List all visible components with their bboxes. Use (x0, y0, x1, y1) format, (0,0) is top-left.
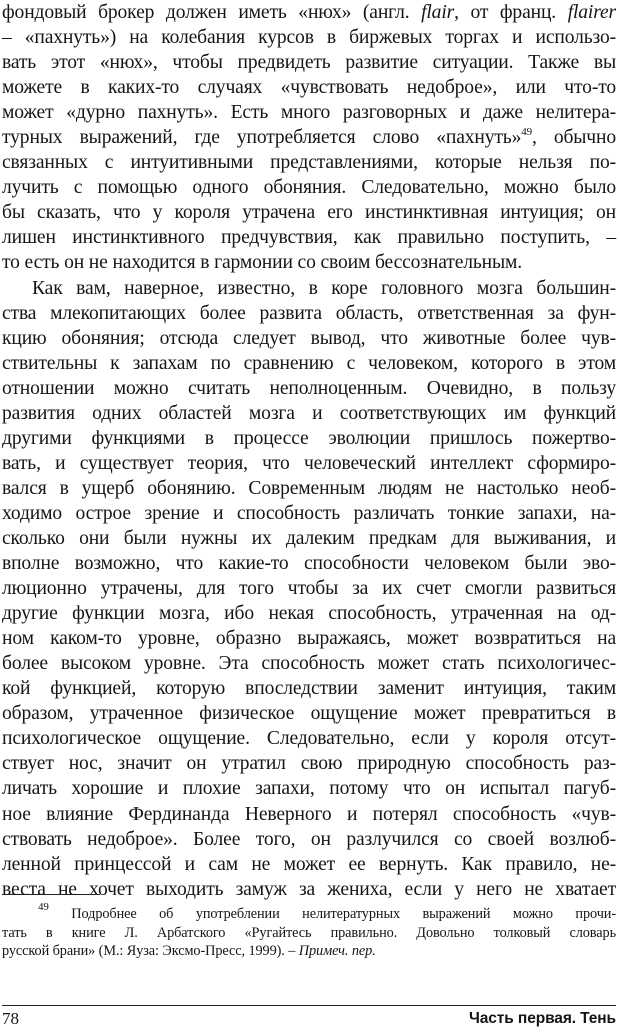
text-line: веста не хочет выходить замуж за жениха, если у него не хватает (2, 878, 616, 900)
text-line: кой функцией, которую впоследствии заменит интуиция, таким (2, 678, 616, 700)
text-line: ное влияние Фердинанда Неверного и потерял способность «чув- (2, 803, 616, 825)
text-line: личать хорошие и плохие запахи, потому что он испытал пагуб- (2, 778, 616, 800)
text-line: отношении можно считать неполноценным. Очевидно, в пользу (2, 377, 616, 399)
text-line: ном каком-то уровне, образно выражаясь, может возвратиться на (2, 628, 616, 650)
text-line: Как вам, наверное, известно, в коре головного мозга большин- (32, 277, 616, 299)
main-text (2, 0, 616, 902)
text-line: другими функциями в процессе эволюции пришлось пожертво- (2, 427, 616, 449)
running-head: Часть первая. Тень (468, 1010, 616, 1027)
footnote-line: $^{49}$ Подробнее об употреблении нелитературных выражений можно прочи- (38, 901, 616, 922)
text-line: развития одних областей мозга и соответствующих им функций (2, 402, 616, 424)
paragraph-1 (2, 0, 616, 276)
text-line: может «дурно пахнуть». Есть много разговорных и даже нелитера- (2, 102, 616, 124)
text-line: лишен инстинктивного предчувствия, как правильно поступить, – (2, 227, 616, 249)
text-line: фондовый брокер должен иметь «нюх» (англ. flair, от франц. flairer (2, 2, 616, 23)
text-line: ходимо острое зрение и способность различать тонкие запахи, на- (2, 502, 616, 524)
term-flair: flair (421, 2, 455, 23)
text-line: ленной принцессой и сам не может ее вернуть. Как правило, не- (2, 853, 616, 875)
text-line: сколько они были нужны их далеким предкам для выживания, и (2, 527, 616, 549)
translator-note: Примеч. пер. (298, 943, 376, 959)
text-line: ствительны к запахам по сравнению с человеком, которого в этом (2, 352, 616, 374)
text-line: психологическое ощущение. Следовательно, если у короля отсут- (2, 728, 616, 750)
text-line: ства млекопитающих более развита область, ответственная за фун- (2, 302, 616, 324)
term-flairer: flairer (567, 2, 616, 23)
text-line: ствует нос, значит он утратил свою природную способность раз- (2, 753, 616, 775)
text-line: турных выражений, где употребляется слово «пахнуть»$^{49}$, обычно (2, 126, 616, 149)
footnote-ref: 49 (521, 126, 532, 139)
footnote-line: тать в книге Л. Арбатского «Ругайтесь правильно. Довольно толковый словарь (2, 924, 616, 941)
text-line: кцию обоняния; отсюда следует вывод, что животные более чув- (2, 327, 616, 349)
text-line: образом, утраченное физическое ощущение может превратиться в (2, 703, 616, 725)
footnote-line: русской брани» (М.: Яуза: Эксмо-Пресс, 1999). – Примеч. пер. (2, 943, 376, 959)
footnote (2, 901, 616, 961)
text-line: – «пахнуть») на колебания курсов в биржевых торгах и использо- (2, 27, 616, 49)
text-line: люционно утрачены, для того чтобы за их счет смогли развиться (2, 578, 616, 600)
page-number: 78 (2, 1009, 19, 1028)
text-line: более высоком уровне. Эта способность может стать психологичес- (2, 653, 616, 675)
text-line: связанных с интуитивными представлениями, которые нельзя по- (2, 152, 616, 174)
text-line: ствовать недоброе». Более того, он разлучился со своей возлюб- (2, 828, 616, 850)
text-line: вать этот «нюх», чтобы предвидеть развитие ситуации. Также вы (2, 52, 616, 74)
footnote-number: 49 (38, 901, 49, 913)
text-line: можете в каких-то случаях «чувствовать недоброе», или что-то (2, 77, 616, 99)
text-line: вать, и существует теория, что человеческий интеллект сформиро- (2, 452, 616, 474)
text-line: лучить с помощью одного обоняния. Следовательно, можно было (2, 177, 616, 199)
footer-divider (2, 1005, 616, 1006)
text-line: то есть он не находится в гармонии со своим бессознательным. (2, 252, 523, 274)
text-line: бы сказать, что у короля утрачена его инстинктивная интуиция; он (2, 202, 616, 224)
text-line: вался в ущерб обонянию. Современным людям не настолько необ- (2, 477, 616, 499)
footnote-divider (2, 894, 100, 895)
paragraph-2 (2, 276, 616, 902)
text-line: другие функции мозга, ибо некая способность, утраченная на од- (2, 603, 616, 625)
text-line: вполне возможно, что какие-то способности человеком были эво- (2, 553, 616, 575)
